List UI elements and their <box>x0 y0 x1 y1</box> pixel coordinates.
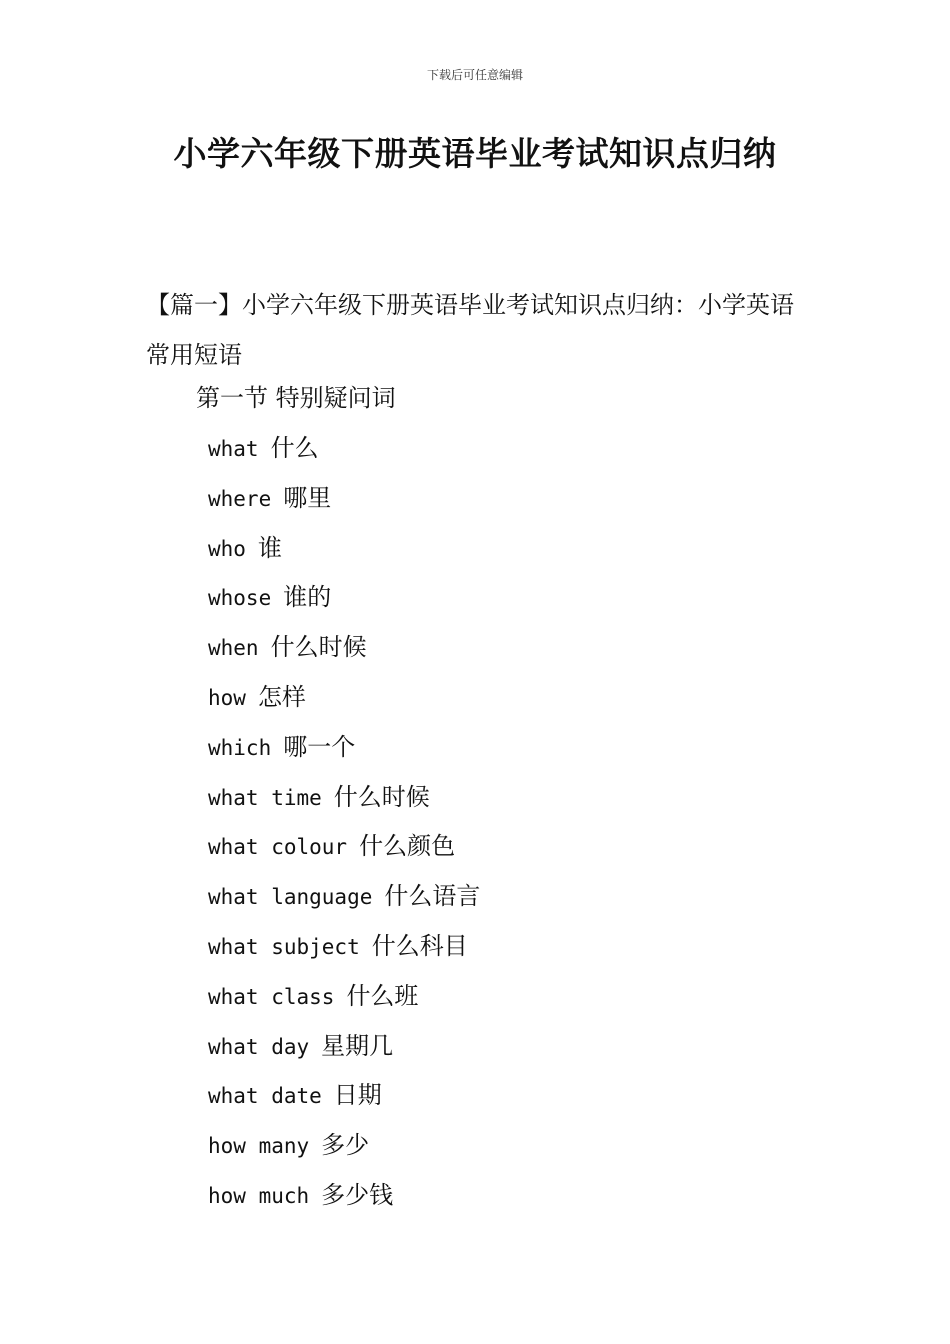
header-note: 下载后可任意编辑 <box>426 68 523 82</box>
vocab-chinese: 什么科目 <box>371 931 468 960</box>
vocab-chinese: 哪里 <box>283 483 332 512</box>
vocab-item <box>208 1127 480 1177</box>
vocab-chinese: 什么时候 <box>270 633 367 662</box>
vocab-item <box>208 729 480 779</box>
vocab-english: what <box>208 437 259 461</box>
vocab-chinese: 日期 <box>333 1081 382 1110</box>
vocab-english: how many <box>208 1134 310 1159</box>
vocab-chinese: 多少钱 <box>321 1180 394 1209</box>
vocab-item <box>208 530 480 580</box>
vocab-english: how much <box>208 1183 310 1208</box>
vocab-english: which <box>208 735 272 760</box>
vocab-item <box>208 629 480 679</box>
vocab-chinese: 什么班 <box>346 981 419 1010</box>
vocab-chinese: 谁的 <box>283 583 332 612</box>
vocab-item <box>208 1028 480 1078</box>
vocab-item <box>208 779 480 829</box>
vocab-english: what colour <box>208 835 348 860</box>
vocab-english: what class <box>208 984 335 1009</box>
vocab-english: what subject <box>208 934 360 959</box>
vocab-english: what time <box>208 785 322 810</box>
vocab-item <box>208 430 480 480</box>
vocab-english: whose <box>208 586 272 611</box>
vocab-english: where <box>208 486 272 511</box>
vocab-english: what language <box>208 885 373 910</box>
vocab-item <box>208 579 480 629</box>
vocab-chinese: 多少 <box>321 1131 370 1160</box>
vocab-item <box>208 928 480 978</box>
document-title: 小学六年级下册英语毕业考试知识点归纳 <box>173 134 777 173</box>
vocab-english: who <box>208 536 246 561</box>
vocab-chinese: 哪一个 <box>283 732 356 761</box>
vocab-list <box>208 430 480 1227</box>
vocab-item <box>208 1077 480 1127</box>
vocab-english: how <box>208 685 246 710</box>
vocab-chinese: 星期几 <box>321 1031 394 1060</box>
vocab-chinese: 什么时候 <box>333 782 430 811</box>
vocab-chinese: 什么语言 <box>384 882 481 911</box>
vocab-english: what day <box>208 1034 310 1059</box>
vocab-chinese: 谁 <box>257 533 282 562</box>
vocab-item <box>208 878 480 928</box>
vocab-english: what date <box>208 1084 322 1109</box>
vocab-chinese: 怎样 <box>257 682 306 711</box>
vocab-chinese: 什么颜色 <box>359 832 456 861</box>
vocab-item <box>208 828 480 878</box>
section-heading: 【篇一】小学六年级下册英语毕业考试知识点归纳：小学英语常用短语 <box>146 291 794 369</box>
vocab-chinese: 什么 <box>270 434 319 462</box>
subsection-title: 第一节 特别疑问词 <box>196 384 396 412</box>
vocab-item <box>208 978 480 1028</box>
vocab-item <box>208 480 480 530</box>
vocab-item <box>208 679 480 729</box>
vocab-item <box>208 1177 480 1227</box>
vocab-english: when <box>208 636 259 661</box>
